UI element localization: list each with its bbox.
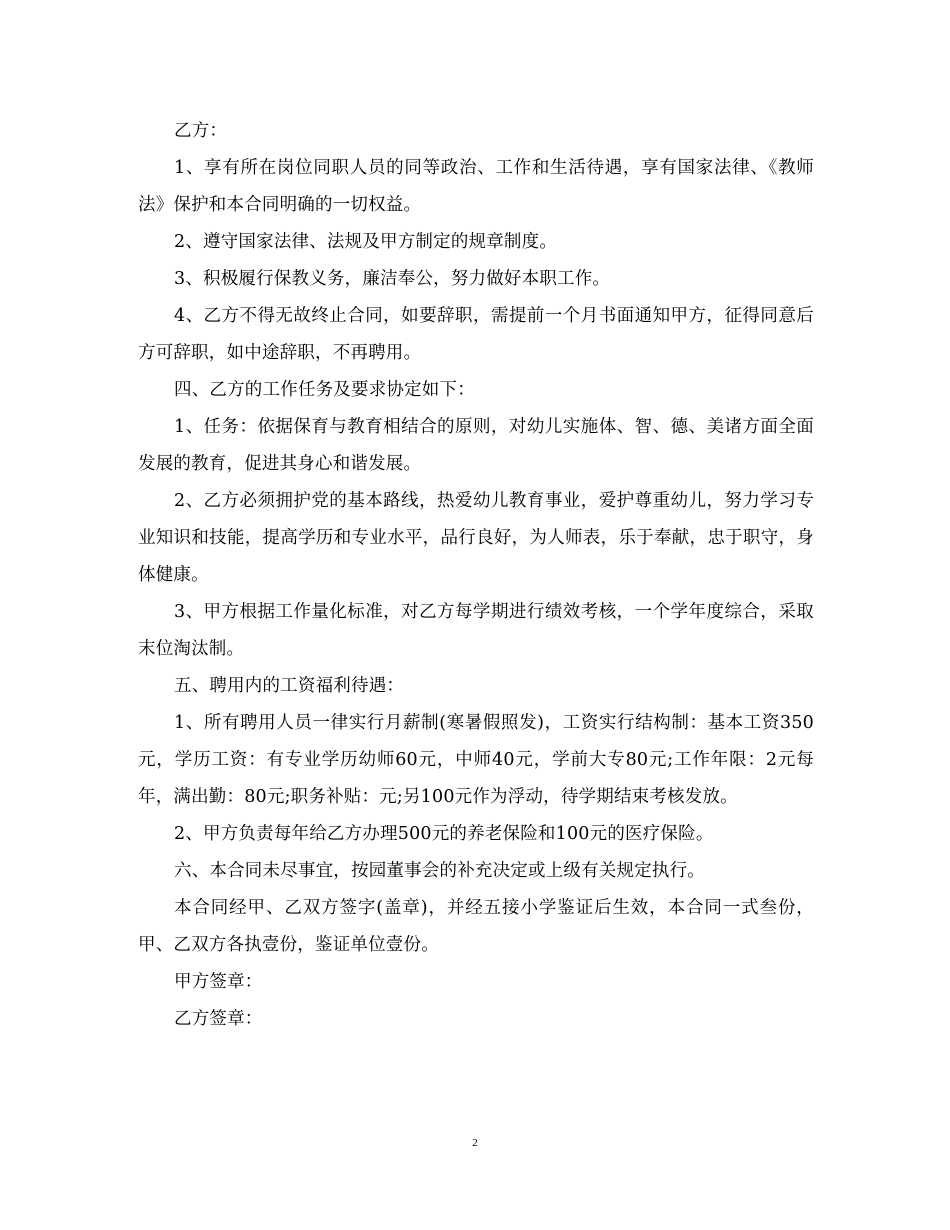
- paragraph-task-3: 3、甲方根据工作量化标准，对乙方每学期进行绩效考核，一个学年度综合，采取末位淘汰制。: [138, 602, 814, 659]
- paragraph-party-b-heading: 乙方：: [174, 121, 228, 141]
- section-heading-misc: 六、本合同未尽事宜，按园董事会的补充决定或上级有关规定执行。: [174, 861, 705, 881]
- paragraph-b-comply: 2、遵守国家法律、法规及甲方制定的规章制度。: [174, 232, 558, 252]
- page-number: 2: [472, 1137, 478, 1149]
- paragraph-task-1: 1、任务：依据保育与教育相结合的原则，对幼儿实施体、智、德、美诸方面全面发展的教育，促进其身心和谐发展。: [138, 417, 814, 474]
- paragraph-b-resignation: 4、乙方不得无故终止合同，如要辞职，需提前一个月书面通知甲方，征得同意后方可辞职，如中途辞职，不再聘用。: [138, 306, 814, 363]
- paragraph-b-duties: 3、积极履行保教义务，廉洁奉公，努力做好本职工作。: [174, 269, 611, 289]
- paragraph-effectiveness: 本合同经甲、乙双方签字(盖章)，并经五接小学鉴证后生效，本合同一式叁份，甲、乙双方各执壹份，鉴证单位壹份。: [138, 898, 814, 955]
- section-heading-work-tasks: 四、乙方的工作任务及要求协定如下：: [174, 380, 475, 400]
- signature-party-a: 甲方签章：: [174, 972, 263, 992]
- paragraph-b-rights: 1、享有所在岗位同职人员的同等政治、工作和生活待遇，享有国家法律、《教师法》保护和本合同明确的一切权益。: [138, 158, 814, 215]
- paragraph-salary-1: 1、所有聘用人员一律实行月薪制(寒暑假照发)，工资实行结构制：基本工资350元，学历工资：有专业学历幼师60元，中师40元，学前大专80元;工作年限：2元每年，满出勤：80元;职务补贴：元;另100元作为浮动，待学期结束考核发放。: [138, 713, 814, 807]
- paragraph-salary-2: 2、甲方负责每年给乙方办理500元的养老保险和100元的医疗保险。: [174, 824, 714, 844]
- section-heading-salary: 五、聘用内的工资福利待遇：: [174, 676, 405, 696]
- document-body: [138, 113, 814, 1038]
- signature-party-b: 乙方签章：: [174, 1009, 263, 1029]
- paragraph-task-2: 2、乙方必须拥护党的基本路线，热爱幼儿教育事业，爱护尊重幼儿，努力学习专业知识和技能，提高学历和专业水平，品行良好，为人师表，乐于奉献，忠于职守，身体健康。: [138, 491, 814, 585]
